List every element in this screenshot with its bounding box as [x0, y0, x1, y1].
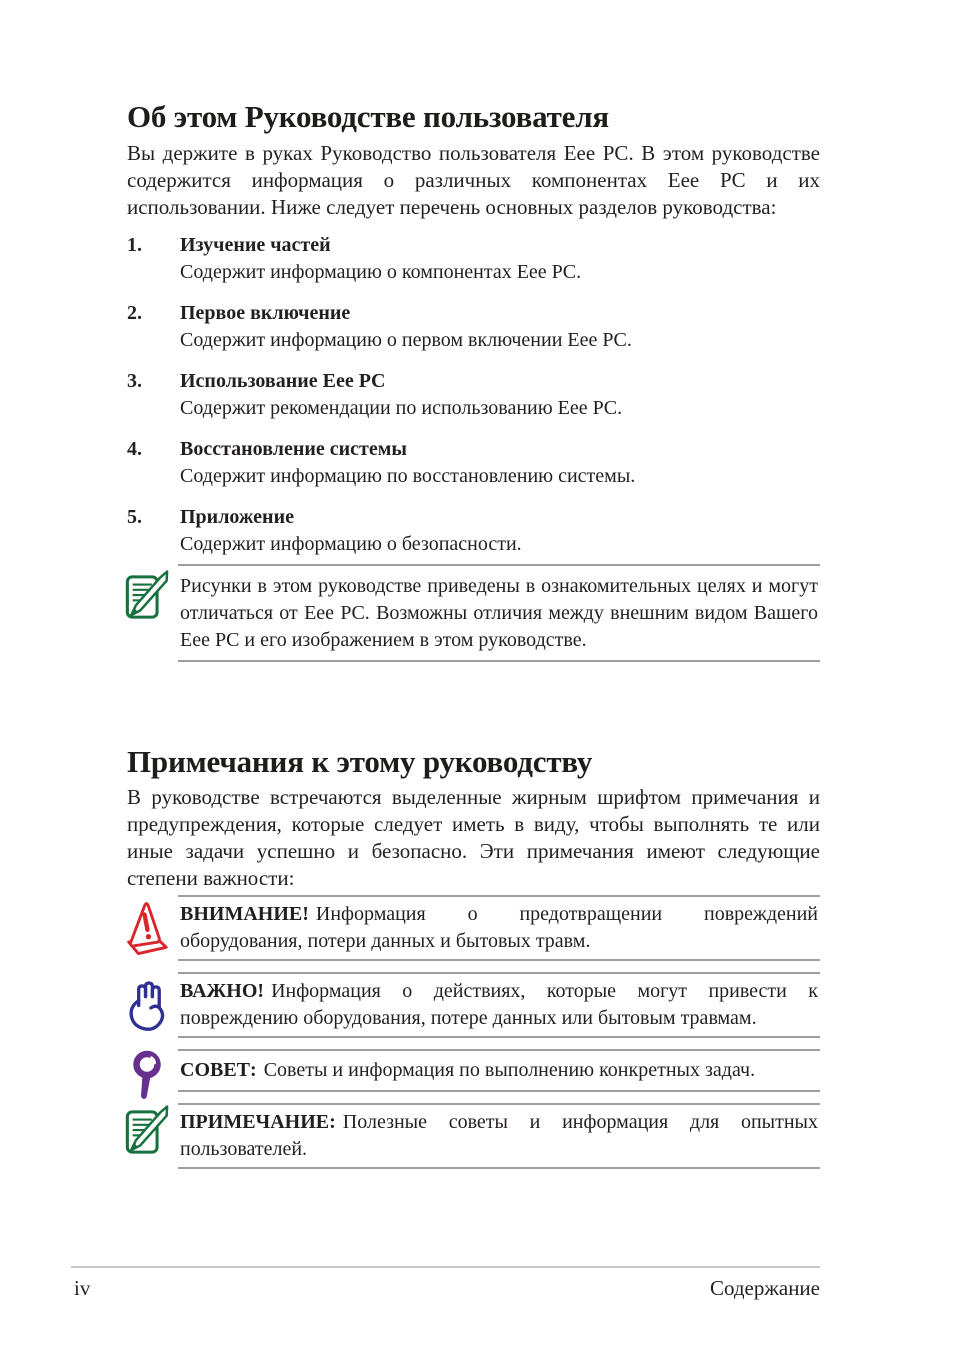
- tip-callout: [127, 1049, 820, 1092]
- list-item: [127, 436, 820, 490]
- note-callout: [127, 1103, 820, 1169]
- callout-text: [180, 1057, 818, 1084]
- list-item-desc: Содержит информацию о безопасности.: [180, 533, 522, 555]
- list-item-title: Приложение: [180, 506, 294, 528]
- warning-icon: [120, 898, 174, 963]
- note-icon: [120, 570, 174, 629]
- chapter-list: [127, 232, 820, 558]
- note-text: Рисунки в этом руководстве приведены в ознакомительных целях и могут отличаться от Eee PC. Возможны отличия между внешним видом Вашего Eee PC и его изображением в этом руководстве.: [180, 575, 818, 651]
- list-item-desc: Содержит информацию о компонентах Eee PC.: [180, 261, 582, 283]
- section-intro: Вы держите в руках Руководство пользователя Eee PC. В этом руководстве содержится информация о различных компонентах Eee PC и их использовании. Ниже следует перечень основных разделов руководства:: [127, 141, 820, 219]
- list-item-title: Первое включение: [180, 302, 351, 324]
- list-item-number: 4.: [127, 438, 142, 460]
- note-icon: [120, 1105, 174, 1164]
- footer-section-name: Содержание: [709, 1276, 820, 1300]
- callout-text: [180, 1109, 818, 1163]
- section-about: [127, 0, 820, 662]
- list-item-title: Использование Eee PC: [180, 370, 386, 392]
- list-item: [127, 300, 820, 354]
- callout-body: Информация о действиях, которые могут привести к повреждению оборудования, потере данных или бытовым травмам.: [180, 980, 818, 1029]
- list-item-number: 5.: [127, 506, 142, 528]
- callout-label: ВАЖНО!: [180, 980, 265, 1002]
- section-intro: В руководстве встречаются выделенные жирным шрифтом примечания и предупреждения, которые следует иметь в виду, чтобы выполнять те или иные задачи успешно и безопасно. Эти примечания имеют следующие степени важности:: [127, 785, 820, 890]
- callout-label: СОВЕТ:: [180, 1059, 257, 1081]
- list-item-number: 3.: [127, 370, 142, 392]
- page-number: iv: [74, 1276, 91, 1300]
- callout-text: [180, 901, 818, 955]
- note-callout: [127, 564, 820, 662]
- callout-text: [180, 978, 818, 1032]
- list-item-title: Восстановление системы: [180, 438, 407, 460]
- warning-callout: [127, 895, 820, 961]
- list-item-desc: Содержит рекомендации по использованию Eee PC.: [180, 397, 623, 419]
- list-item: [127, 232, 820, 286]
- list-item-desc: Содержит информацию о первом включении Eee PC.: [180, 329, 632, 351]
- list-item-desc: Содержит информацию по восстановлению системы.: [180, 465, 636, 487]
- footer-divider: [71, 1266, 820, 1268]
- magnifier-icon: [120, 1049, 174, 1110]
- list-item-title: Изучение частей: [180, 234, 331, 256]
- callout-body: Информация о предотвращении повреждений оборудования, потери данных и бытовых травм.: [180, 903, 818, 952]
- callout-label: ВНИМАНИЕ!: [180, 903, 309, 925]
- hand-icon: [120, 976, 174, 1038]
- callout-label: ПРИМЕЧАНИЕ:: [180, 1111, 336, 1133]
- section-title: Примечания к этому руководству: [127, 744, 593, 779]
- important-callout: [127, 972, 820, 1038]
- callout-body: Советы и информация по выполнению конкретных задач.: [263, 1059, 756, 1081]
- list-item: [127, 504, 820, 558]
- list-item-number: 2.: [127, 302, 142, 324]
- list-item-number: 1.: [127, 234, 142, 256]
- list-item: [127, 368, 820, 422]
- section-title: Об этом Руководстве пользователя: [127, 99, 609, 134]
- section-notes: [127, 744, 820, 1169]
- callout-body: Полезные советы и информация для опытных пользователей.: [180, 1111, 818, 1160]
